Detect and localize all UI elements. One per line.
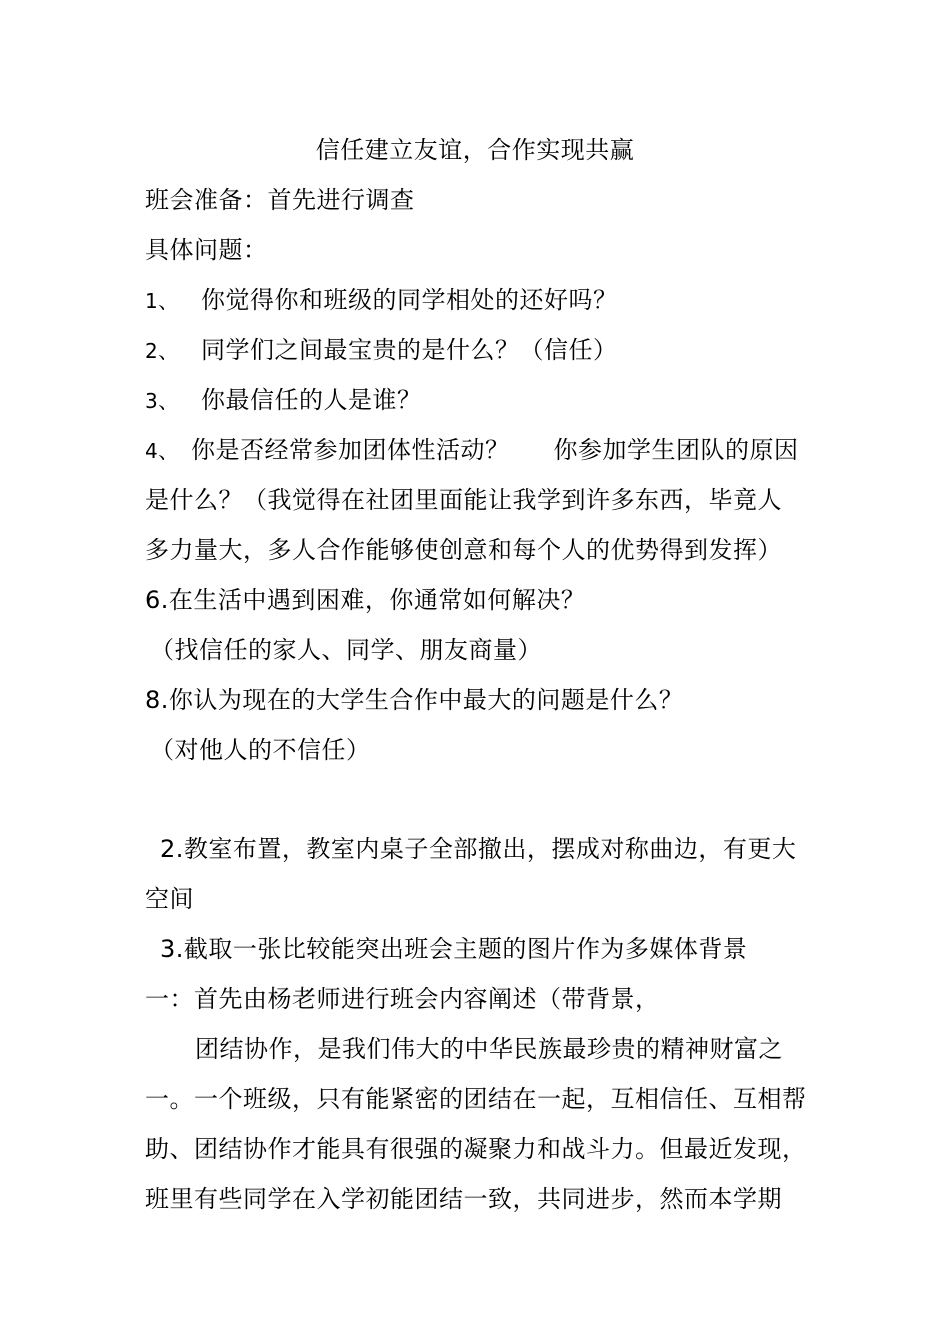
question-text: 你最信任的人是谁？ — [201, 386, 422, 414]
question-2 — [145, 334, 618, 367]
question-8-answer: （对他人的不信任） — [150, 736, 371, 764]
question-6-answer: （找信任的家人、同学、朋友商量） — [150, 636, 542, 664]
question-8: 8.你认为现在的大学生合作中最大的问题是什么？ — [145, 686, 684, 714]
paragraph-line: 团结协作，是我们伟大的中华民族最珍贵的精神财富之 — [195, 1035, 783, 1063]
question-number: 3、 — [145, 389, 179, 413]
question-3 — [145, 384, 422, 417]
question-number: 2、 — [145, 339, 179, 363]
question-4-continued: 是什么？（我觉得在社团里面能让我学到许多东西，毕竟人 — [145, 486, 782, 514]
prep-label: 班会准备：首先进行调查 — [145, 186, 415, 214]
question-text: 你是否经常参加团体性活动？ — [191, 436, 510, 464]
question-6: 6.在生活中遇到困难，你通常如何解决？ — [145, 586, 586, 614]
document-title: 信任建立友谊，合作实现共赢 — [315, 136, 635, 164]
question-text: 同学们之间最宝贵的是什么？（信任） — [201, 336, 618, 364]
step-2: 2.教室布置，教室内桌子全部撤出，摆成对称曲边，有更大 — [160, 835, 797, 863]
question-1 — [145, 284, 618, 317]
question-text: 你觉得你和班级的同学相处的还好吗？ — [201, 286, 618, 314]
question-number: 4、 — [145, 439, 179, 463]
paragraph-line: 一。一个班级，只有能紧密的团结在一起，互相信任、互相帮 — [145, 1085, 807, 1113]
paragraph-line: 助、团结协作才能具有很强的凝聚力和战斗力。但最近发现， — [145, 1135, 807, 1163]
section-1-heading: 一：首先由杨老师进行班会内容阐述（带背景， — [145, 985, 660, 1013]
question-4-continued: 多力量大，多人合作能够使创意和每个人的优势得到发挥） — [145, 536, 782, 564]
step-3: 3.截取一张比较能突出班会主题的图片作为多媒体背景 — [160, 935, 748, 963]
question-number: 1、 — [145, 289, 179, 313]
step-2-continued: 空间 — [145, 885, 194, 913]
paragraph-line: 班里有些同学在入学初能团结一致，共同进步，然而本学期 — [145, 1185, 782, 1213]
questions-label: 具体问题： — [145, 236, 268, 264]
question-4 — [145, 434, 799, 467]
question-text-b: 你参加学生团队的原因 — [553, 436, 799, 464]
